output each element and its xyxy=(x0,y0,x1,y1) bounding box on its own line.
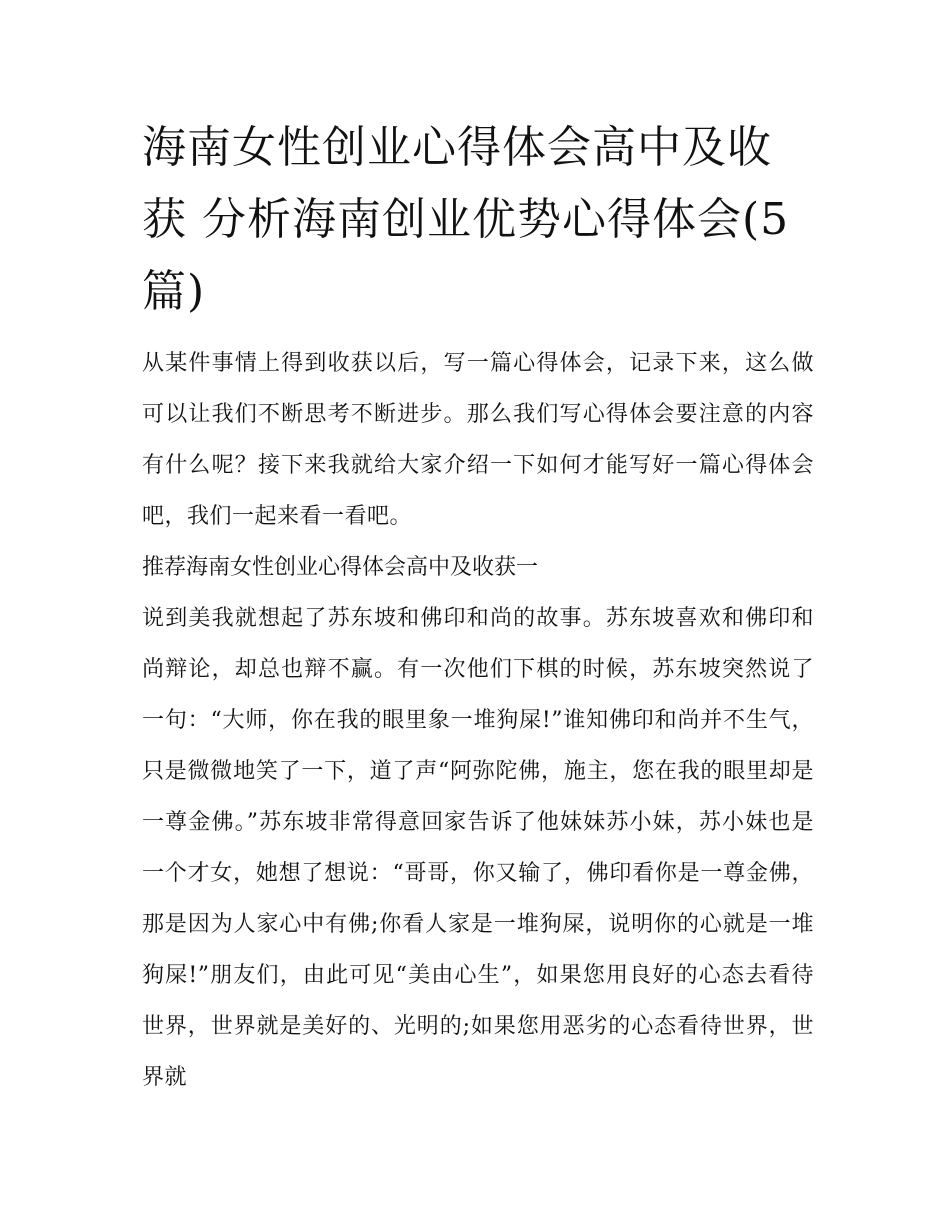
document-title: 海南女性创业心得体会高中及收获 分析海南创业优势心得体会(5篇) xyxy=(142,122,790,317)
body-paragraph: 说到美我就想起了苏东坡和佛印和尚的故事。苏东坡喜欢和佛印和尚辩论，却总也辩不赢。有一次他们下棋的时候，苏东坡突然说了一句：“大师，你在我的眼里象一堆狗屎!”谁知佛印和尚并不生气，只是微微地笑了一下，道了声“阿弥陀佛，施主，您在我的眼里却是一尊金佛。”苏东坡非常得意回家告诉了他妹妹苏小妹，苏小妹也是一个才女，她想了想说：“哥哥，你又输了，佛印看你是一尊金佛，那是因为人家心中有佛;你看人家是一堆狗屎，说明你的心就是一堆狗屎!”朋友们，由此可见“美由心生”，如果您用良好的心态去看待世界，世界就是美好的、光明的;如果您用恶劣的心态看待世界，世界就 xyxy=(142,606,814,1090)
document-content xyxy=(142,112,814,1103)
intro-paragraph: 从某件事情上得到收获以后，写一篇心得体会，记录下来，这么做可以让我们不断思考不断进步。那么我们写心得体会要注意的内容有什么呢？接下来我就给大家介绍一下如何才能写好一篇心得体会吧，我们一起来看一看吧。 xyxy=(142,351,814,529)
section-heading: 推荐海南女性创业心得体会高中及收获一 xyxy=(142,555,539,580)
